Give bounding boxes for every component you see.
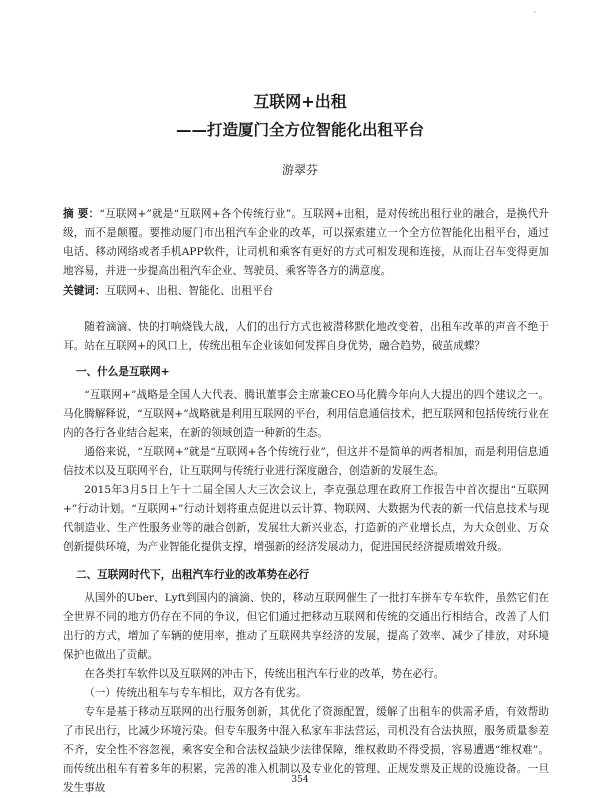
section2-paragraph: 从国外的Uber、Lyft到国内的滴滴、快的，移动互联网催生了一批打车拼车专车软件，虽然它们在全世界不同的地方仍存在不同的争议，但它们通过把移动互联网和传统的交通出行相结合，改善了人们出行的方式，增加了车辆的使用率，推动了互联网共享经济的发展，提高了效率、减少了排放，对环境保护也做出了贡献。 [63, 592, 549, 661]
section2-body [63, 589, 549, 798]
keywords [63, 282, 549, 301]
intro-text: 随着滴滴、快的打响烧钱大战，人们的出行方式也被潜移默化地改变着，出租车改革的声音不绝于耳。站在互联网+的风口上，传统出租车企业该如何发挥自身优势，融合趋势，破茧成蝶？ [63, 321, 549, 352]
section1-body [63, 386, 549, 557]
section2-paragraph: 专车是基于移动互联网的出行服务创新，其优化了资源配置，缓解了出租车的供需矛盾，有效帮助了市民出行，比减少环境污染。但专车服务中混入私家车非法营运，司机没有合法执照，服务质量参差不齐，安全性不容忽视，乘客安全和合法权益缺少法律保障，维权救助不得受损，容易遭遇“维权难”。而传统出租车有着多年的积累，完善的准入机制以及专业化的管理、正规发票及正规的设施设备。一旦发生事故 [63, 706, 549, 794]
keywords-label: 关键词： [63, 285, 106, 297]
paper-subtitle: ——打造厦门全方位智能化出租平台 [175, 121, 424, 139]
abstract-label: 摘 要： [63, 208, 100, 220]
corner-mark: · [533, 8, 536, 17]
page-number: 354 [291, 775, 309, 785]
keywords-text: 互联网+、出租、智能化、出租平台 [105, 285, 274, 297]
section1-heading: 一、什么是互联网+ [76, 366, 170, 378]
section2-paragraph: 在各类打车软件以及互联网的冲击下，传统出租汽车行业的改革，势在必行。 [84, 668, 445, 680]
section1-paragraph: “互联网+”战略是全国人大代表、腾讯董事会主席兼CEO马化腾今年向人大提出的四个建议之一。马化腾解释说，“互联网+”战略就是利用互联网的平台，利用信息通信技术，把互联网和包括传统行业在内的各行各业结合起来，在新的领域创造一种新的生态。 [63, 389, 549, 439]
author: 游翠芬 [281, 163, 318, 177]
section1-paragraph: 通俗来说，“互联网+”就是“互联网+各个传统行业”，但这并不是简单的两者相加，而是利用信息通信技术以及互联网平台，让互联网与传统行业进行深度融合，创造新的发展生态。 [63, 446, 549, 477]
section2-paragraph: （一）传统出租车与专车相比，双方各有优劣。 [84, 687, 307, 699]
section2-heading: 二、互联网时代下，出租汽车行业的改革势在必行 [76, 569, 310, 581]
abstract-text: “互联网+”就是“互联网+各个传统行业”。互联网+出租，是对传统出租行业的融合，是换代升级，而不是颠覆。要推动厦门市出租汽车企业的改革，可以探索建立一个全方位智能化出租平台，通过电话、移动网络或者手机APP软件，让司机和乘客有更好的方式可相发现和连接，从而让召车变得更加地容易，并进一步提高出租汽车企业、驾驶员、乘客等各方的满意度。 [63, 208, 549, 277]
intro-paragraph [63, 318, 549, 356]
section1-paragraph: 2015年3月5日上午十二届全国人大三次会议上，李克强总理在政府工作报告中首次提出“互联网+”行动计划。“互联网+”行动计划将重点促进以云计算、物联网、大数据为代表的新一代信息技术与现代制造业、生产性服务业等的融合创新，发展壮大新兴业态，打造新的产业增长点，为大众创业、万众创新提供环境，为产业智能化提供支撑，增强新的经济发展动力，促进国民经济提质增效升级。 [63, 484, 549, 553]
paper-title: 互联网+出租 [253, 92, 347, 111]
abstract [63, 205, 549, 281]
